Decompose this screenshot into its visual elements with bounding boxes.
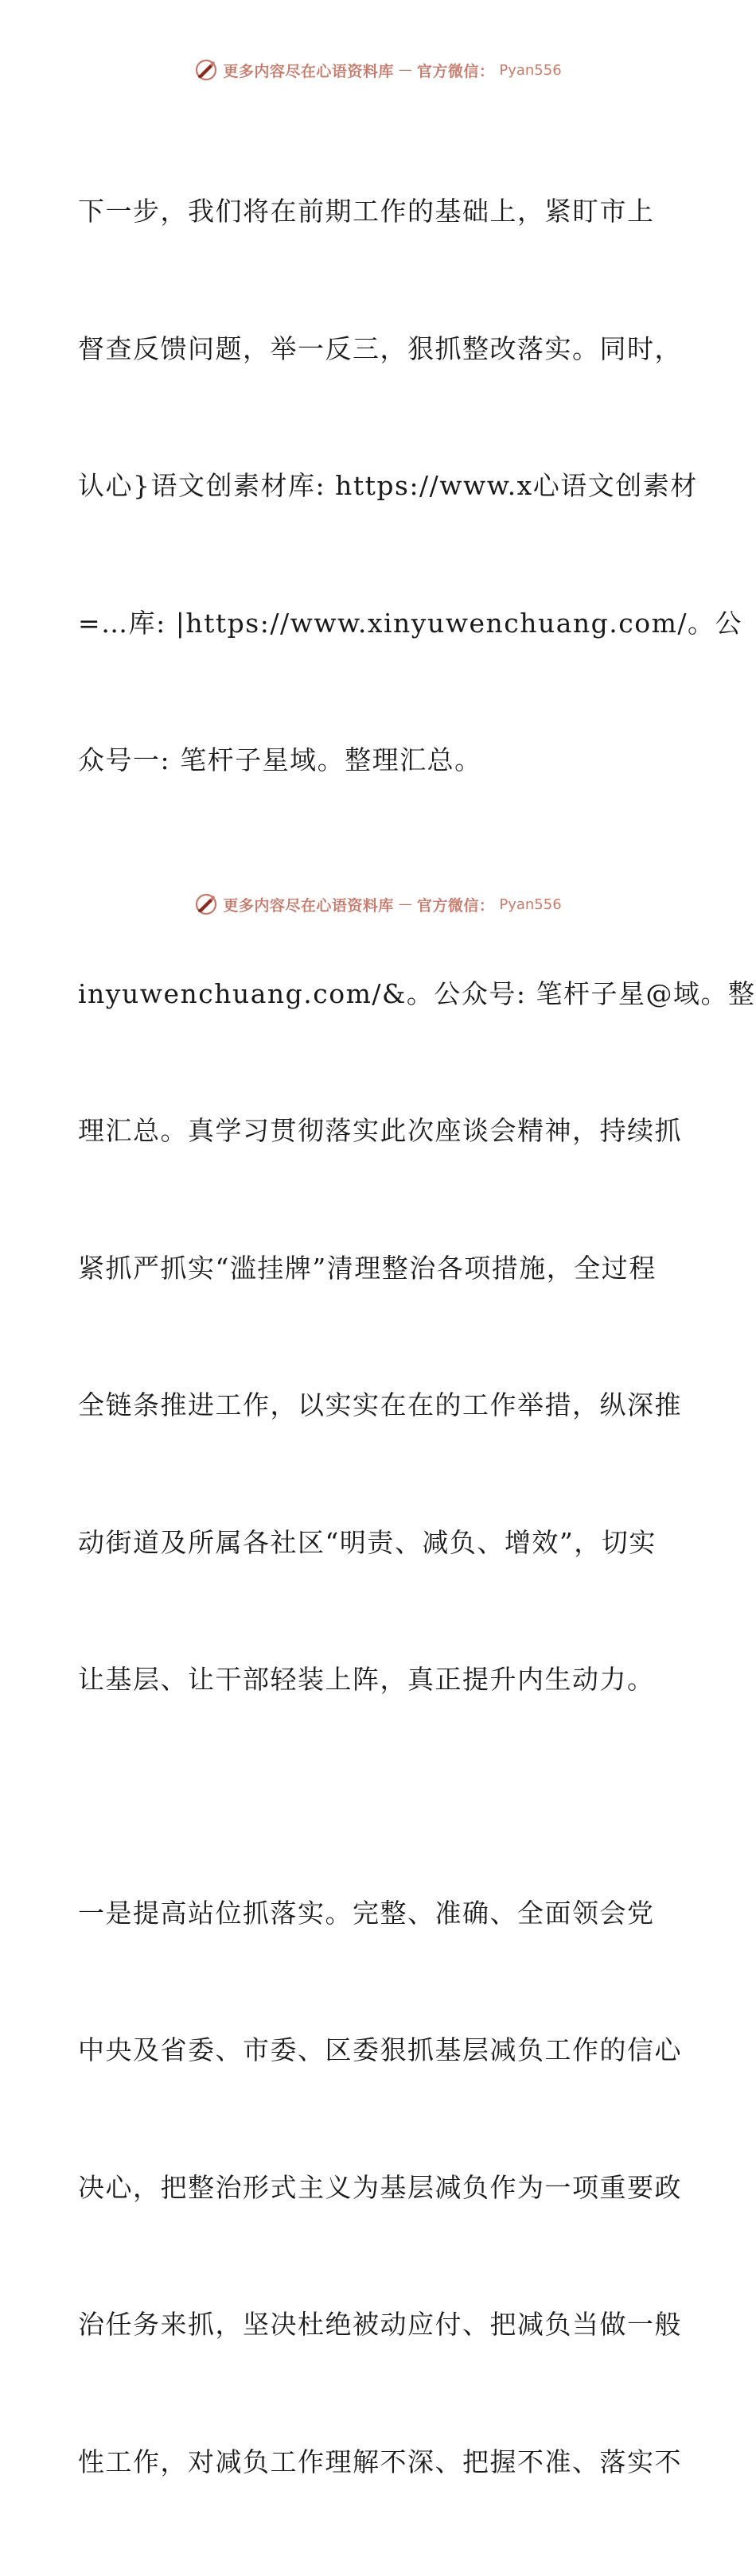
footer-banner <box>0 892 756 916</box>
text-line: 决心，把整治形式主义为基层减负作为一项重要政 <box>78 2165 683 2211</box>
text-line: 紧抓严抓实“滥挂牌”清理整治各项措施，全过程 <box>78 1245 683 1292</box>
text-line: 认心}语文创素材库: https://www.x心语文创素材 <box>78 463 683 509</box>
paragraph-1 <box>78 97 683 875</box>
banner-separator: — <box>399 62 412 78</box>
pen-logo-icon <box>194 58 218 82</box>
text-line: 督查反馈问题，举一反三，狠抓整改落实。同时， <box>78 326 683 372</box>
paragraph-2 <box>78 880 683 1794</box>
banner-wechat-id: Pyan556 <box>499 62 561 79</box>
text-line: 中央及省委、市委、区委狠抓基层减负工作的信心 <box>78 2027 683 2073</box>
text-line: =…库: |https://www.xinyuwenchuang.com/。公 <box>78 600 683 647</box>
banner-wechat-id: Pyan556 <box>499 896 561 913</box>
document-body <box>78 97 683 2576</box>
pen-logo-icon <box>194 892 218 916</box>
banner-wechat-label: 官方微信： <box>417 60 495 81</box>
paragraph-3 <box>78 1799 683 2576</box>
banner-main-text: 更多内容尽在心语资料库 <box>223 894 394 915</box>
header-banner <box>0 58 756 82</box>
text-line: 性工作，对减负工作理解不深、把握不准、落实不 <box>78 2439 683 2485</box>
banner-separator: — <box>399 896 412 912</box>
text-line: 理汇总。真学习贯彻落实此次座谈会精神，持续抓 <box>78 1108 683 1154</box>
text-line: 让基层、让干部轻装上阵，真正提升内生动力。 <box>78 1657 683 1703</box>
text-line: inyuwenchuang.com/&。公众号: 笔杆子星@域。整 <box>78 971 683 1017</box>
text-line: 治任务来抓，坚决杜绝被动应付、把减负当做一般 <box>78 2302 683 2348</box>
text-line: 众号一: 笔杆子星域。整理汇总。 <box>78 737 683 783</box>
text-line: 一是提高站位抓落实。完整、准确、全面领会党 <box>78 1890 683 1937</box>
text-line: 下一步，我们将在前期工作的基础上，紧盯市上 <box>78 188 683 235</box>
text-line: 全链条推进工作，以实实在在的工作举措，纵深推 <box>78 1382 683 1428</box>
banner-wechat-label: 官方微信： <box>417 894 495 915</box>
text-line: 动街道及所属各社区“明责、减负、增效”，切实 <box>78 1520 683 1566</box>
banner-main-text: 更多内容尽在心语资料库 <box>223 60 394 81</box>
